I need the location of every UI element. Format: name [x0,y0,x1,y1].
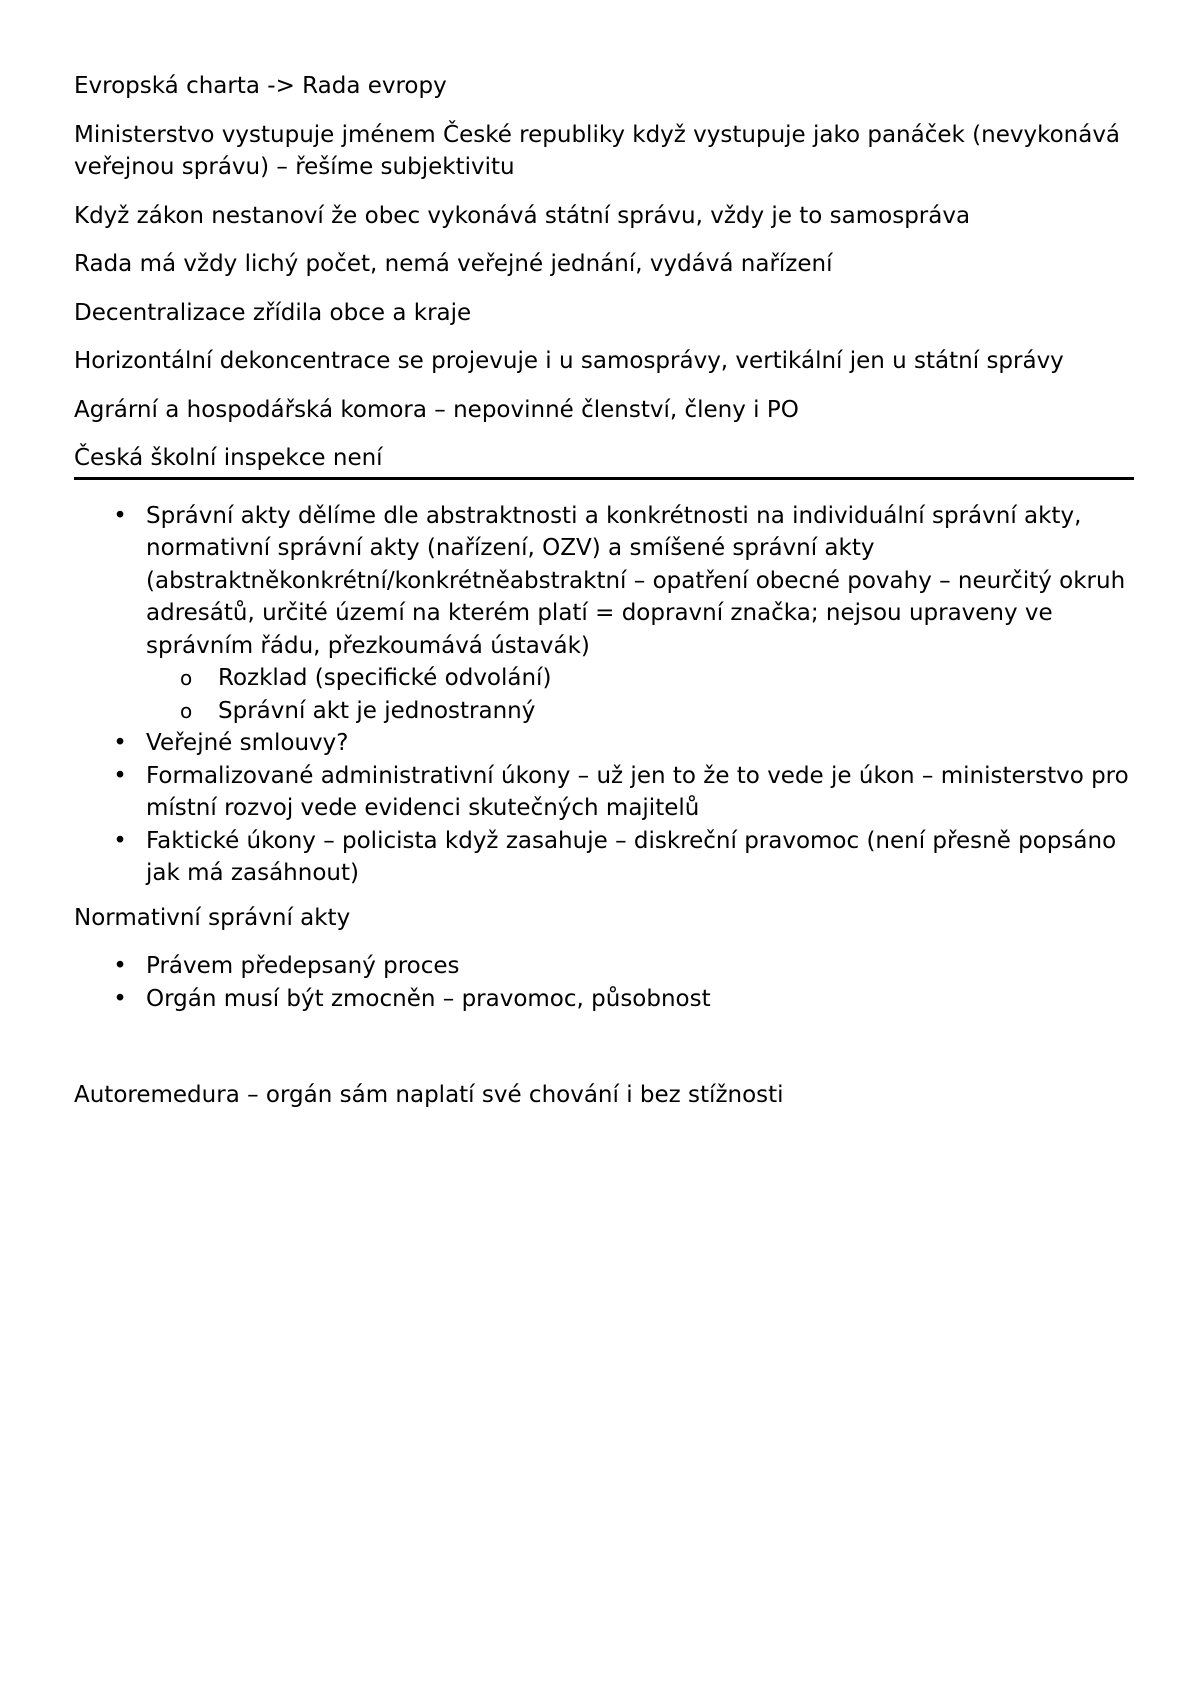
list-item-text: Veřejné smlouvy? [146,730,349,756]
list-item [74,500,1134,728]
sub-list-item [146,662,1134,695]
list-item-text: Faktické úkony – policista když zasahuje – diskreční pravomoc (není přesně popsáno jak má zasáhnout) [146,827,1117,886]
paragraph: Decentralizace zřídila obce a kraje [74,299,472,326]
list-item-text: Orgán musí být zmocněn – pravomoc, působnost [146,985,711,1012]
paragraph-with-rule: Česká školní inspekce není [74,442,1134,480]
bullet-icon: • [113,953,127,979]
list-item [74,950,1134,983]
list-item [74,760,1134,825]
list-item-text: Právem předepsaný proces [146,953,460,979]
document-page [74,70,1134,1128]
bullet-icon: • [113,730,127,756]
list-item-text: Formalizované administrativní úkony – už jen to že to vede je úkon – ministerstvo pro místní rozvoj vede evidenci skutečných majitelů [146,762,1129,821]
list-item [74,825,1134,890]
section-heading: Normativní správní akty [74,904,351,931]
paragraph: Ministerstvo vystupuje jménem České republiky když vystupuje jako panáček (nevykonává veřejnou správu) – řešíme subjektivitu [74,121,1121,180]
paragraph: Horizontální dekoncentrace se projevuje i u samosprávy, vertikální jen u státní správy [74,348,1064,374]
bullet-icon: • [113,827,127,854]
bullet-icon: • [113,762,127,789]
bullet-list [74,500,1134,890]
paragraph: Když zákon nestanoví že obec vykonává státní správu, vždy je to samospráva [74,202,971,229]
paragraph: Agrární a hospodářská komora – nepovinné členství, členy i PO [74,396,799,423]
bullet-icon: • [113,985,127,1012]
list-item [74,983,1134,1016]
circle-bullet-icon: o [180,666,193,690]
list-item-text: Správní akty dělíme dle abstraktnosti a konkrétnosti na individuální správní akty, normativní správní akty (nařízení, OZV) a smíšené správní akty (abstraktněkonkrétní/konkrétněabstraktní – opatření obecné povahy – neurčitý okruh adresátů, určité území na kterém platí = dopravní značka; nejsou upraveny ve správním řádu, přezkoumává ústavák) [146,502,1126,659]
list-item [74,727,1134,760]
sub-bullet-list [146,662,1134,727]
paragraph: Rada má vždy lichý počet, nemá veřejné jednání, vydává nařízení [74,251,833,277]
bullet-icon: • [113,502,127,529]
paragraph: Autoremedura – orgán sám naplatí své chování i bez stížnosti [74,1082,784,1108]
bullet-list-normative [74,950,1134,1015]
sub-list-item-text: Správní akt je jednostranný [218,697,536,724]
circle-bullet-icon: o [180,698,193,723]
spacer [74,1015,1134,1079]
sub-list-item [146,695,1134,728]
paragraph: Evropská charta -> Rada evropy [74,73,447,99]
sub-list-item-text: Rozklad (specifické odvolání) [218,665,552,691]
